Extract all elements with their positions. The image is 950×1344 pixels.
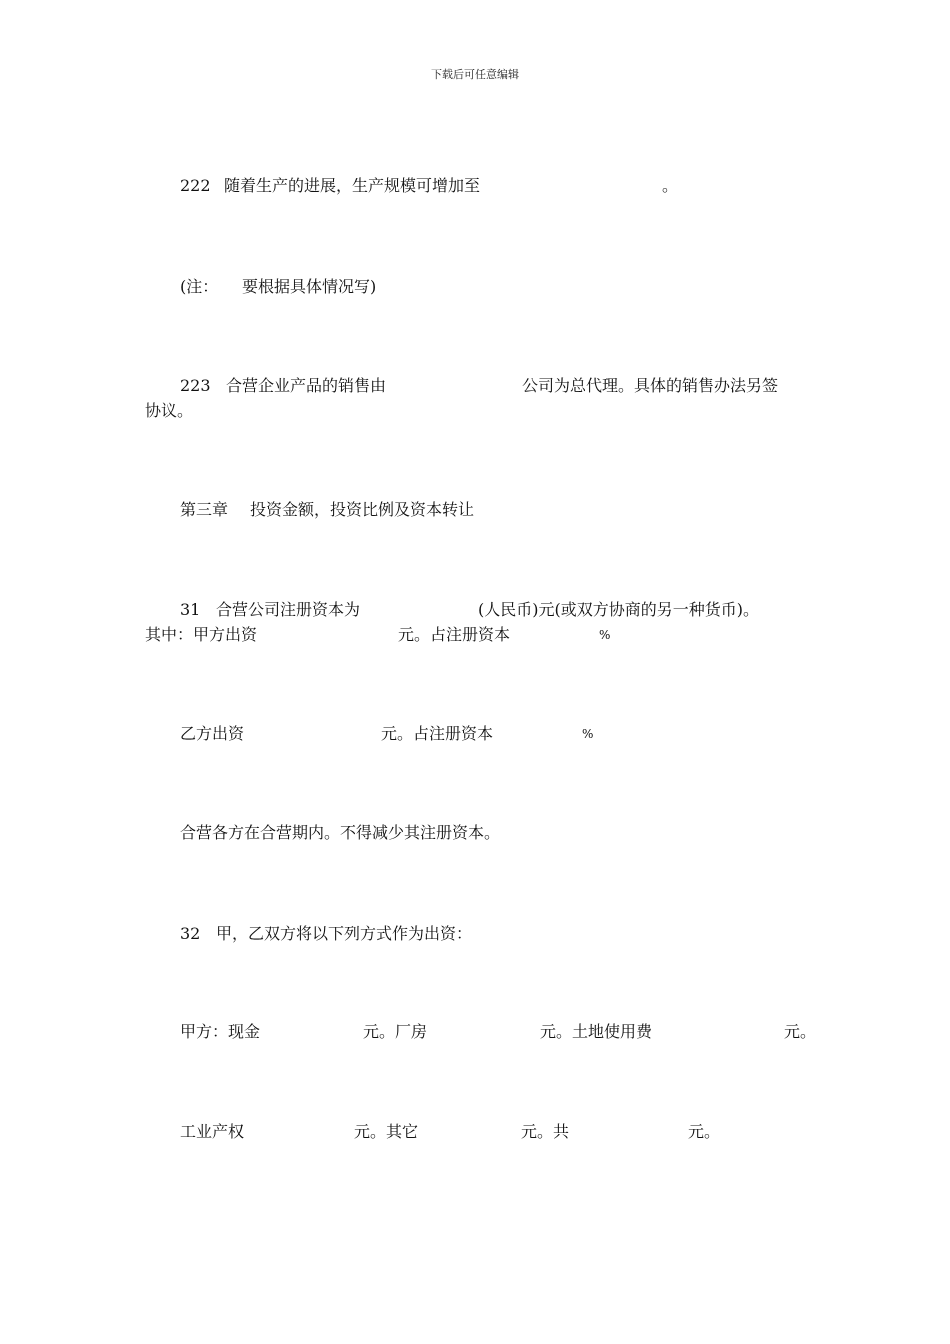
- contribution-end: 元。: [784, 1022, 817, 1041]
- clause-text-cont: 公司为总代理。具体的销售办法另签: [522, 376, 779, 395]
- clause-number: 31: [180, 600, 201, 619]
- party-a-share-label: 元。占注册资本: [398, 625, 511, 644]
- clause-end: 。: [662, 176, 679, 195]
- contribution-total: 元。共: [521, 1122, 570, 1141]
- clause-number: 222: [180, 176, 211, 195]
- contribution-factory: 元。厂房: [363, 1022, 428, 1041]
- percent-sign: %: [582, 727, 594, 741]
- note-text: 要根据具体情况写): [242, 277, 377, 296]
- contribution-ip: 工业产权: [180, 1122, 245, 1141]
- contribution-end: 元。: [688, 1122, 721, 1141]
- clause-number: 32: [180, 924, 201, 943]
- note-prefix: (注：: [180, 277, 219, 296]
- contribution-other: 元。其它: [354, 1122, 419, 1141]
- contribution-cash: 甲方：现金: [180, 1022, 261, 1041]
- clause-text: 合营企业产品的销售由: [226, 376, 387, 395]
- clause-text: 合营公司注册资本为: [216, 600, 361, 619]
- page-header: 下载后可任意编辑: [431, 68, 519, 81]
- clause-number: 223: [180, 376, 211, 395]
- contribution-land-fee: 元。土地使用费: [540, 1022, 653, 1041]
- clause-text-wrap: 协议。: [145, 401, 194, 420]
- party-b-investment-label: 乙方出资: [180, 724, 245, 743]
- chapter-title: 第三章: [180, 500, 229, 519]
- party-b-share-label: 元。占注册资本: [381, 724, 494, 743]
- chapter-subtitle: 投资金额，投资比例及资本转让: [250, 500, 475, 519]
- party-a-investment-label: 其中：甲方出资: [145, 625, 258, 644]
- percent-sign: %: [599, 628, 611, 642]
- clause-text-cont: (人民币)元(或双方协商的另一种货币)。: [478, 600, 759, 619]
- clause-text: 随着生产的进展，生产规模可增加至: [224, 176, 481, 195]
- no-decrease-text: 合营各方在合营期内。不得减少其注册资本。: [180, 823, 501, 842]
- clause-text: 甲，乙双方将以下列方式作为出资：: [216, 924, 473, 943]
